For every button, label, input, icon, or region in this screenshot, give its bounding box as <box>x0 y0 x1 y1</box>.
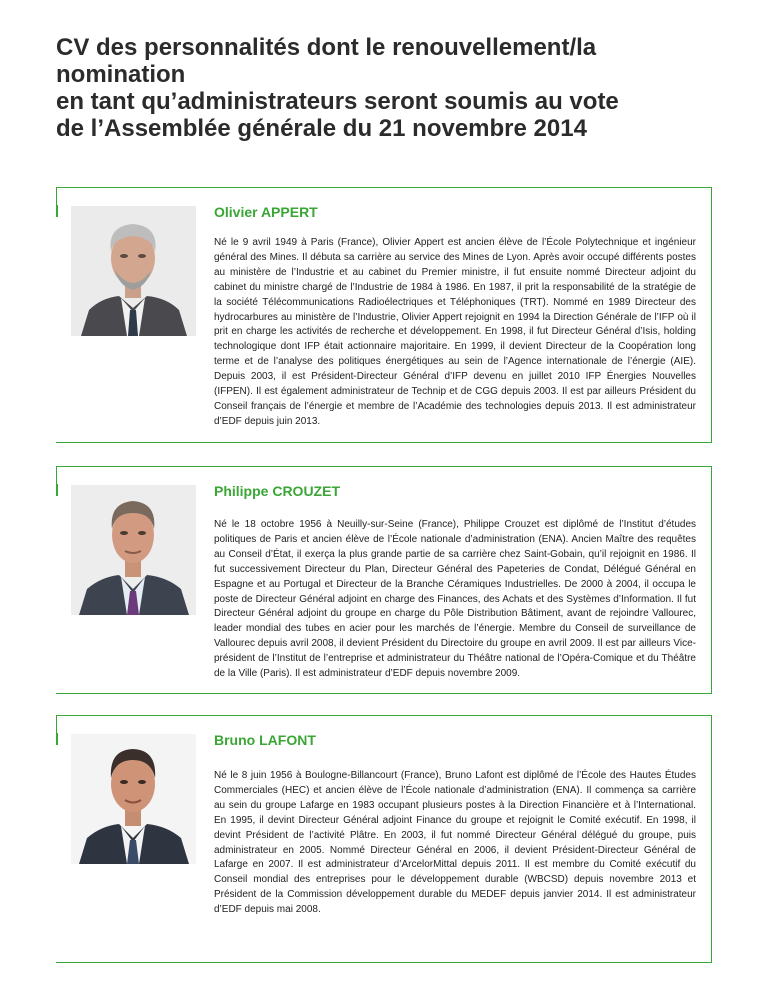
portrait-photo-appert <box>71 206 196 336</box>
portrait-photo-lafont <box>71 734 196 864</box>
page-title-line-3: de l’Assemblée générale du 21 novembre 2014 <box>56 115 587 142</box>
page-title <box>56 34 716 142</box>
page-title-line-1: CV des personnalités dont le renouvellement/la nomination <box>56 34 597 88</box>
profile-card-appert <box>56 187 712 443</box>
profile-name-lafont: Bruno LAFONT <box>214 732 316 748</box>
profile-bio-lafont: Né le 8 juin 1956 à Boulogne-Billancourt (France), Bruno Lafont est diplômé de l’École des Hautes Études Commerciales (HEC) et ancien élève de l’École nationale d’administration (ENA). Il commença sa carrière au sein du groupe Lafarge en 1983 occupant plusieurs postes à la Direction Financière et à l’International. En 1995, il devint Directeur Général adjoint Finance du groupe et rejoignit le Comité exécutif. En 1998, il devint Président de l’activité Plâtre. En 2003, il fut nommé Directeur Général délégué du groupe, puis administrateur en 2005. Nommé Directeur Général en 2006, il devient Président-Directeur Général de Lafarge en 2007. Il est administrateur d’ArcelorMittal depuis 2011. Il est membre du Comité exécutif du Conseil mondial des entreprises pour le développement durable (WBCSD) depuis novembre 2013 et Président de la Commission développement durable du MEDEF depuis janvier 2014. Il est administrateur d’EDF depuis mai 2008. <box>214 770 696 916</box>
profile-card-crouzet <box>56 466 712 694</box>
profile-card-lafont <box>56 715 712 963</box>
profile-bio-appert: Né le 9 avril 1949 à Paris (France), Olivier Appert est ancien élève de l’École Polytechnique et ingénieur général des Mines. Il débuta sa carrière au service des Mines de Lyon. Après avoir occupé différents postes au ministère de l’Industrie et au cabinet du Premier ministre, il fut ensuite nommé Directeur adjoint du cabinet du ministre chargé de l’Industrie de 1984 à 1986. En 1987, il prit la responsabilité de la stratégie de la société Télécommunications Radioélectriques et Téléphoniques (TRT). Nommé en 1989 Directeur des hydrocarbures au ministère de l’Industrie, Olivier Appert rejoignit en 1994 la Direction Générale de l’IFP où il prit en charge les activités de recherche et développement. En 1998, il fut Directeur Général d’Isis, holding technologique dont IFP était actionnaire majoritaire. En 1999, il devient Directeur de la Coopération long terme et de l’analyse des politiques énergétiques au sein de l’Agence internationale de l’énergie (AIE). Depuis 2003, il est Président-Directeur Général d’IFP devenu en juillet 2010 IFP Énergies Nouvelles (IFPEN). Il est également administrateur de Technip et de CGG depuis 2003. Il est par ailleurs Président du Conseil français de l’énergie et membre de l’Académie des technologies depuis 2013. Il est administrateur d’EDF depuis juin 2013. <box>214 237 696 427</box>
profile-bio-crouzet: Né le 18 octobre 1956 à Neuilly-sur-Seine (France), Philippe Crouzet est diplômé de l’Institut d’études politiques de Paris et ancien élève de l’École nationale d’administration (ENA). Ancien Maître des requêtes au Conseil d’État, il exerça la plus grande partie de sa carrière chez Saint-Gobain, qu’il rejoignit en 1986. Il fut successivement Directeur du Plan, Directeur Général des Papeteries de Condat, Délégué Général en Espagne et au Portugal et Directeur de la Branche Céramiques Industrielles. De 2000 à 2004, il occupa le poste de Directeur Général adjoint en charge des Finances, des Achats et des Systèmes d’Information. Il fut Directeur Général adjoint du groupe en charge du Pôle Distribution Bâtiment, avant de rejoindre Vallourec, leader mondial des tubes en acier pour les marchés de l’énergie. Membre du Conseil de surveillance de Vallourec depuis avril 2008, il devient Président du Directoire du groupe en avril 2009. Il est par ailleurs Vice-président de l’Institut de l’entreprise et administrateur du Théâtre national de l’Opéra-Comique et du Théâtre de la Ville (Paris). Il est administrateur d’EDF depuis novembre 2009. <box>214 519 696 680</box>
profile-name-appert: Olivier APPERT <box>214 204 318 220</box>
portrait-photo-crouzet <box>71 485 196 615</box>
page-title-line-2: en tant qu’administrateurs seront soumis au vote <box>56 88 619 115</box>
profile-name-crouzet: Philippe CROUZET <box>214 483 340 499</box>
